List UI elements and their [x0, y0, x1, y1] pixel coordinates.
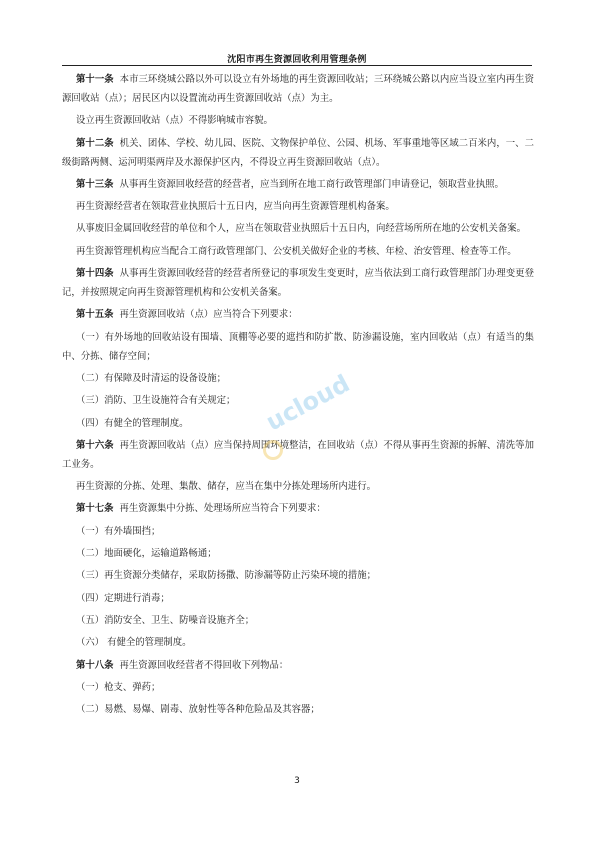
article-text: 机关、团体、学校、幼儿园、医院、文物保护单位、公园、机场、军事重地等区域二百米内，一、二级街路两侧、运河明渠两岸及水源保护区内，不得设立再生资源回收站（点）。	[62, 137, 534, 168]
article-label: 第十三条	[76, 178, 114, 190]
list-item-text: （一）有外场地的回收站设有围墙、顶棚等必要的遮挡和防扩散、防渗漏设施，室内回收站（点）有适当的集中、分拣、储存空间；	[62, 331, 534, 362]
article-label: 第十二条	[76, 137, 114, 149]
list-item	[62, 369, 534, 388]
paragraph-text: 再生资源经营者在领取营业执照后十五日内，应当向再生资源管理机构备案。	[76, 201, 395, 213]
article-text: 再生资源回收站（点）应当符合下列要求：	[119, 309, 298, 321]
article-label: 第十六条	[76, 439, 114, 451]
list-item	[62, 522, 534, 541]
article-16	[62, 436, 534, 474]
header-divider	[62, 65, 532, 66]
article-text: 从事再生资源回收经营的经营者所登记的事项发生变更时，应当依法到工商行政管理部门办理变更登记，并按照规定向再生资源管理机构和公安机关备案。	[62, 268, 534, 299]
list-item-text: （五）消防安全、卫生、防噪音设施齐全；	[76, 614, 255, 626]
list-item	[62, 633, 534, 652]
watermark: ucloud	[261, 369, 355, 437]
watermark-logo-icon	[263, 440, 283, 460]
list-item	[62, 566, 534, 585]
article-text: 再生资源集中分拣、处理场所应当符合下列要求：	[119, 503, 326, 515]
article-label: 第十五条	[76, 309, 114, 321]
article-18	[62, 656, 534, 675]
article-14	[62, 264, 534, 302]
article-text: 从事再生资源回收经营的经营者，应当到所在地工商行政管理部门申请登记，领取营业执照。	[119, 178, 504, 190]
list-item-text: （四）有健全的管理制度。	[76, 417, 189, 429]
article-label: 第十七条	[76, 503, 114, 515]
list-item	[62, 328, 534, 366]
paragraph	[62, 477, 534, 496]
list-item-text: （一）枪支、弹药；	[76, 681, 161, 693]
article-11	[62, 70, 534, 108]
page-number: 3	[294, 776, 300, 786]
paragraph-text: 再生资源管理机构应当配合工商行政管理部门、公安机关做好企业的考核、年检、治安管理、检查等工作。	[76, 245, 517, 257]
list-item-text: （一）有外墙围挡；	[76, 525, 161, 537]
list-item-text: （二）地面硬化，运输道路畅通；	[76, 548, 217, 560]
article-15	[62, 305, 534, 324]
article-text: 本市三环绕城公路以外可以设立有外场地的再生资源回收站；三环绕城公路以内应当设立室内再生资源回收站（点）；居民区内以设置流动再生资源回收站（点）为主。	[62, 74, 534, 104]
article-label: 第十一条	[76, 74, 114, 85]
list-item	[62, 589, 534, 608]
paragraph-text: 从事废旧金属回收经营的单位和个人，应当在领取营业执照后十五日内，向经营场所所在地的公安机关备案。	[76, 223, 527, 235]
list-item-text: （三）消防、卫生设施符合有关规定；	[76, 395, 236, 407]
list-item-text: （四）定期进行消毒；	[76, 592, 170, 604]
article-17	[62, 499, 534, 518]
list-item-text: （二）易燃、易爆、剧毒、放射性等各种危险品及其容器；	[76, 704, 320, 716]
paragraph-text: 设立再生资源回收站（点）不得影响城市容貌。	[76, 115, 273, 127]
article-text: 再生资源回收经营者不得回收下列物品：	[119, 659, 289, 671]
document-header-title: 沈阳市再生资源回收利用管理条例	[227, 55, 367, 65]
article-text: 再生资源回收站（点）应当保持周围环境整洁，在回收站（点）不得从事再生资源的拆解、清洗等加工业务。	[62, 439, 534, 470]
list-item	[62, 678, 534, 697]
article-13	[62, 175, 534, 194]
article-label: 第十四条	[76, 268, 114, 280]
list-item	[62, 700, 534, 719]
list-item-text: （三）再生资源分类储存，采取防扬撒、防渗漏等防止污染环境的措施；	[76, 570, 377, 582]
list-item	[62, 611, 534, 630]
paragraph	[62, 197, 534, 216]
article-label: 第十八条	[76, 659, 114, 671]
list-item-text: （六） 有健全的管理制度。	[76, 637, 192, 649]
article-12	[62, 134, 534, 172]
paragraph	[62, 219, 534, 238]
paragraph	[62, 242, 534, 261]
list-item-text: （二）有保障及时清运的设备设施；	[76, 372, 227, 384]
paragraph-text: 再生资源的分拣、处理、集散、储存，应当在集中分拣处理场所内进行。	[76, 481, 377, 493]
paragraph	[62, 111, 534, 130]
list-item	[62, 544, 534, 563]
